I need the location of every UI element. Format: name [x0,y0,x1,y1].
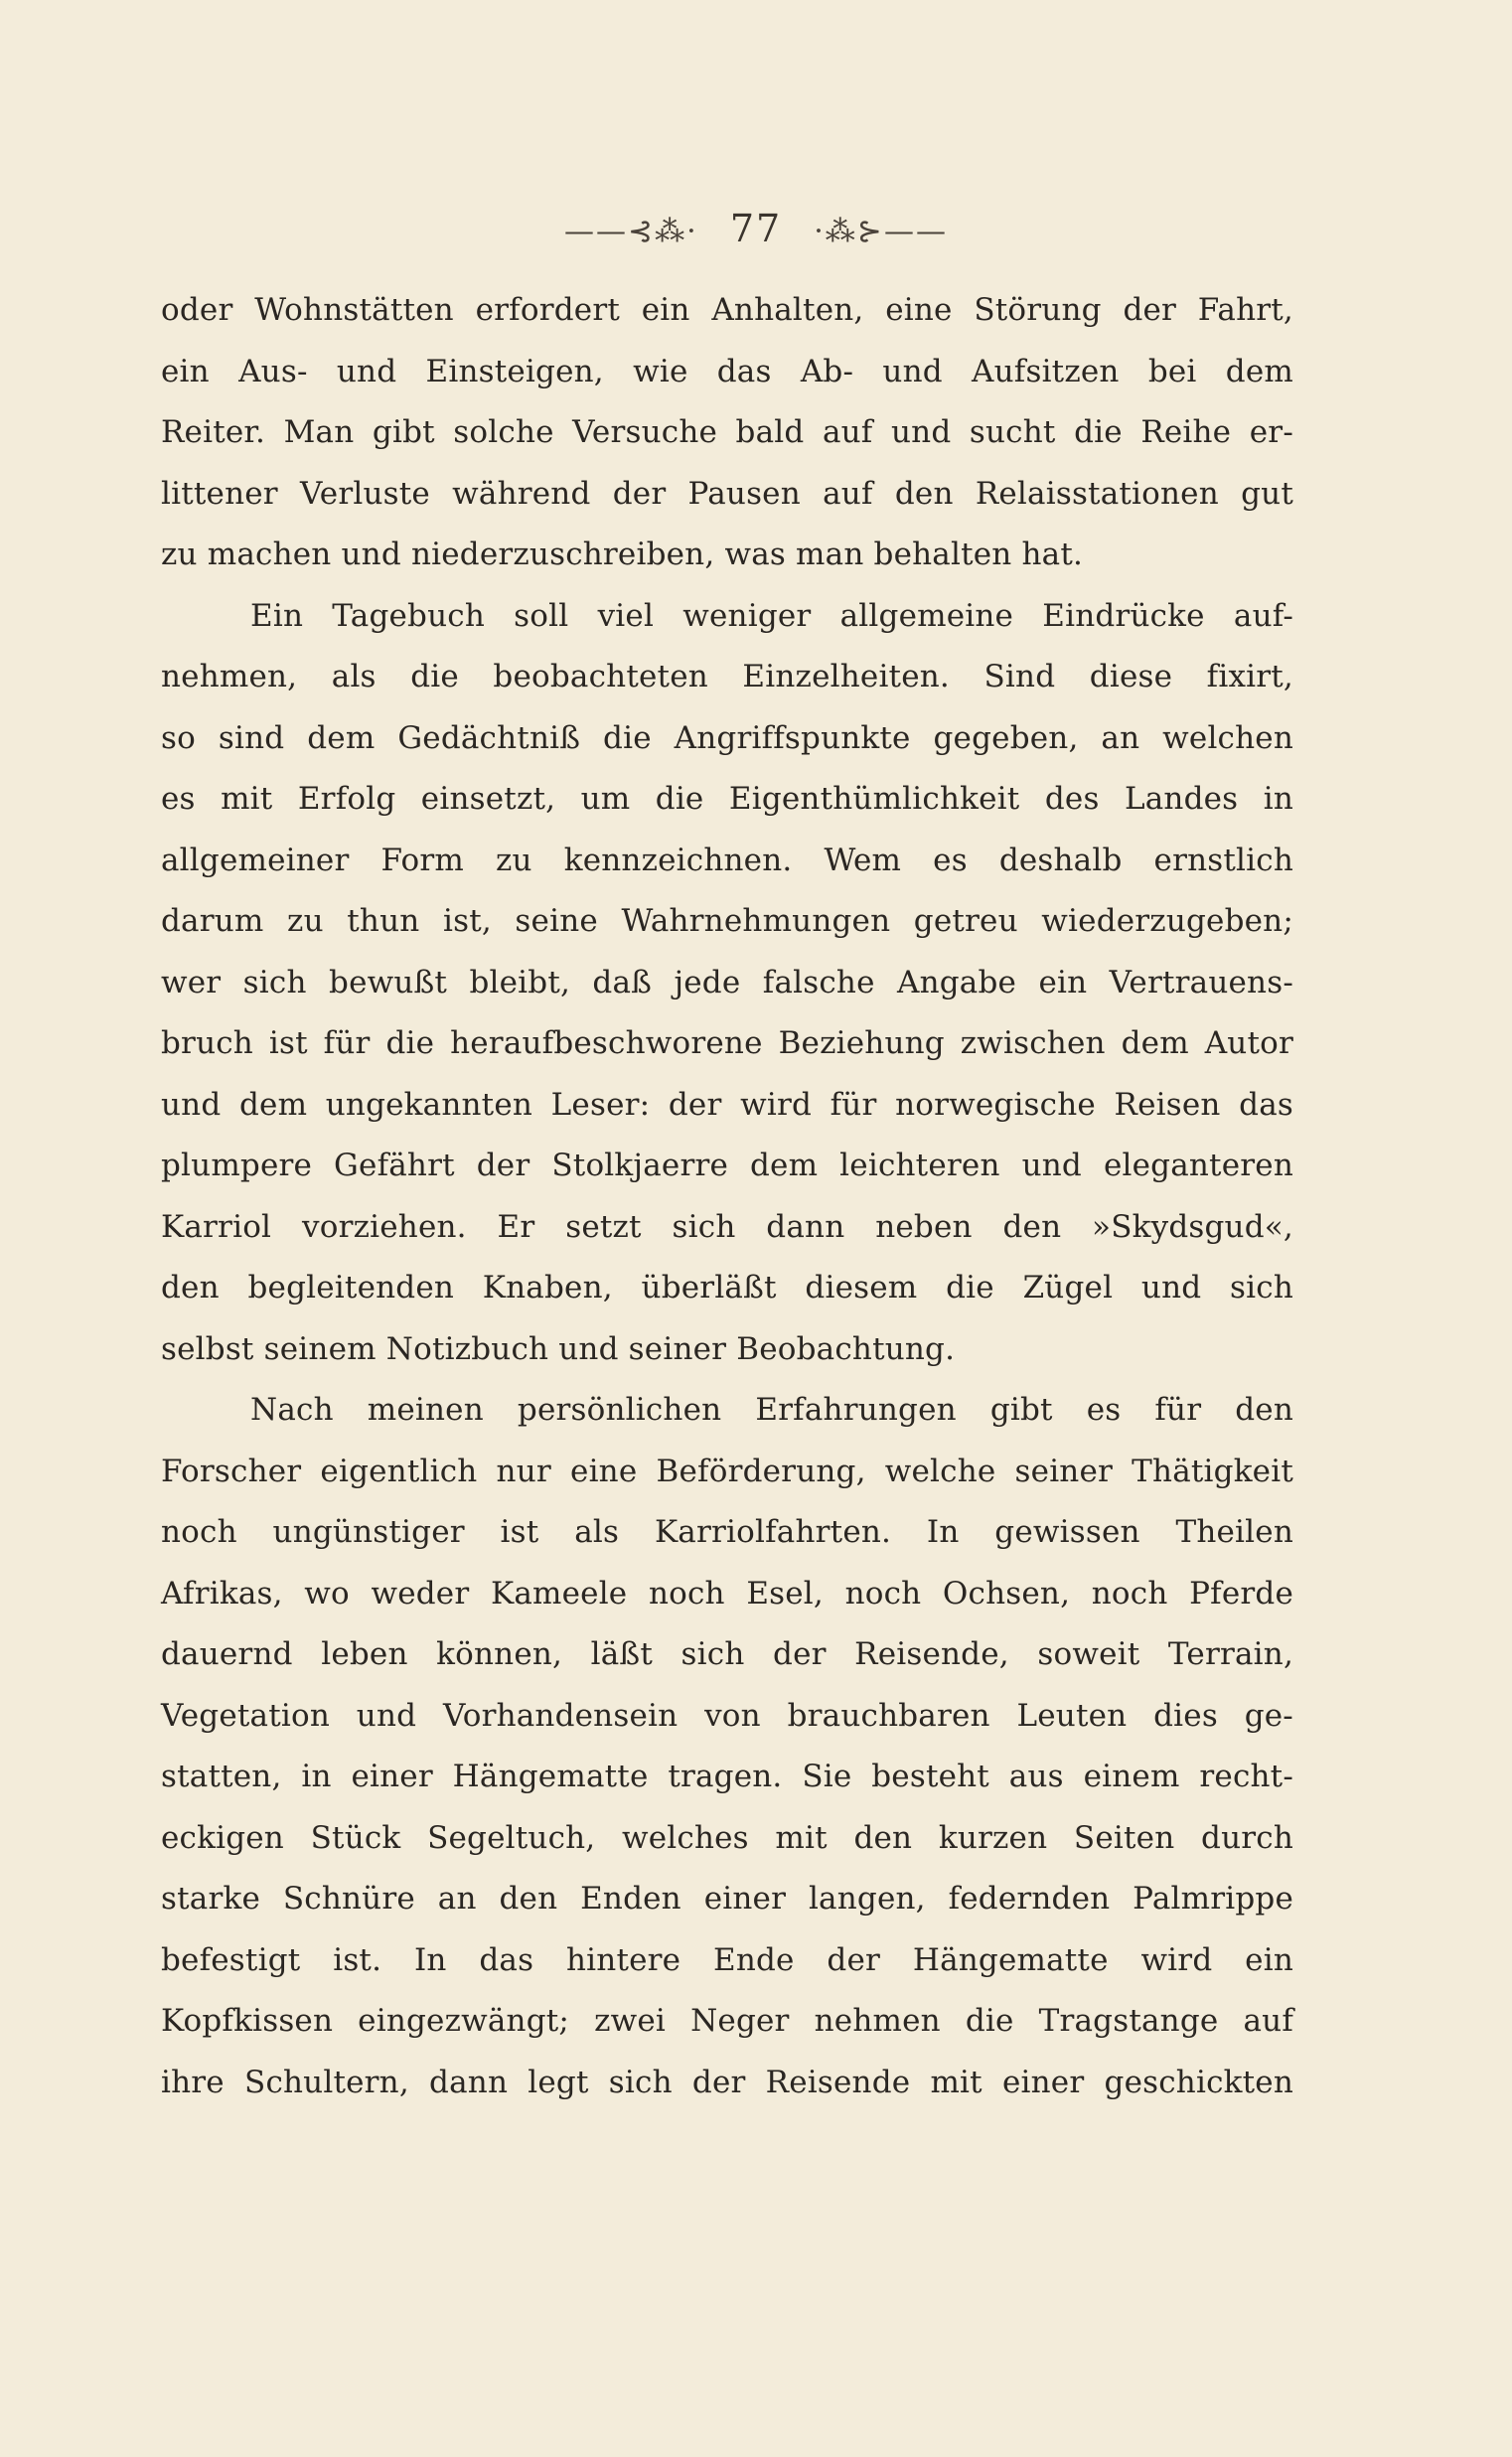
text-line: Vegetation und Vorhandensein von brauchbaren Leuten dies ge- [161,1697,1293,1734]
text-line: nehmen, als die beobachteten Einzelheiten. Sind diese fixirt, [161,659,1293,694]
text-line: ihre Schultern, dann legt sich der Reisende mit einer geschickten [161,2064,1293,2100]
text-line: oder Wohnstätten erfordert ein Anhalten, eine Störung der Fahrt, [161,292,1293,328]
text-line: und dem ungekannten Leser: der wird für norwegische Reisen das [161,1086,1293,1123]
text-line: starke Schnüre an den Enden einer langen, federnden Palmrippe [161,1881,1293,1917]
text-line: bruch ist für die heraufbeschworene Beziehung zwischen dem Autor [161,1025,1293,1061]
text-line: ein Aus- und Einsteigen, wie das Ab- und Aufsitzen bei dem [161,353,1293,389]
text-line: es mit Erfolg einsetzt, um die Eigenthümlichkeit des Landes in [161,781,1293,817]
text-line: littener Verluste während der Pausen auf den Relaisstationen gut [161,475,1293,512]
text-line: zu machen und niederzuschreiben, was man behalten hat. [161,537,1084,572]
text-line: Afrikas, wo weder Kameele noch Esel, noch Ochsen, noch Pferde [161,1575,1293,1612]
text-line: Karriol vorziehen. Er setzt sich dann neben den »Skydsgud«, [161,1208,1293,1245]
text-line: Nach meinen persönlichen Erfahrungen gibt es für den [250,1392,1293,1428]
text-line: statten, in einer Hängematte tragen. Sie besteht aus einem recht- [161,1759,1293,1794]
text-line: darum zu thun ist, seine Wahrnehmungen getreu wiederzugeben; [161,903,1293,939]
text-line: Kopfkissen eingezwängt; zwei Neger nehmen die Tragstange auf [161,2003,1293,2039]
header-ornament-right: ·⁂⊱—— [814,214,948,249]
text-line: befestigt ist. In das hintere Ende der Hängematte wird ein [161,1941,1293,1978]
text-line: Forscher eigentlich nur eine Beförderung, welche seiner Thätigkeit [161,1453,1293,1489]
text-line: plumpere Gefährt der Stolkjaerre dem leichteren und eleganteren [161,1148,1293,1183]
text-line: dauernd leben können, läßt sich der Reisende, soweit Terrain, [161,1636,1293,1672]
text-line: eckigen Stück Segeltuch, welches mit den kurzen Seiten durch [161,1819,1293,1856]
page-header [0,204,1512,257]
text-line: Reiter. Man gibt solche Versuche bald auf und sucht die Reihe er- [161,414,1293,450]
header-ornament-left: ——⊰⁂· [564,214,698,249]
text-line: den begleitenden Knaben, überläßt diesem die Zügel und sich [161,1270,1293,1305]
body-text [161,280,1293,2113]
text-line: allgemeiner Form zu kennzeichnen. Wem es deshalb ernstlich [161,842,1293,878]
text-line: so sind dem Gedächtniß die Angriffspunkte gegeben, an welchen [161,719,1293,756]
text-line: wer sich bewußt bleibt, daß jede falsche Angabe ein Vertrauens- [161,964,1293,1000]
text-line: selbst seinem Notizbuch und seiner Beobachtung. [161,1330,956,1367]
text-line: Ein Tagebuch soll viel weniger allgemeine Eindrücke auf- [250,597,1293,634]
text-line: noch ungünstiger ist als Karriolfahrten. In gewissen Theilen [161,1514,1293,1550]
page-number: 77 [729,207,783,250]
